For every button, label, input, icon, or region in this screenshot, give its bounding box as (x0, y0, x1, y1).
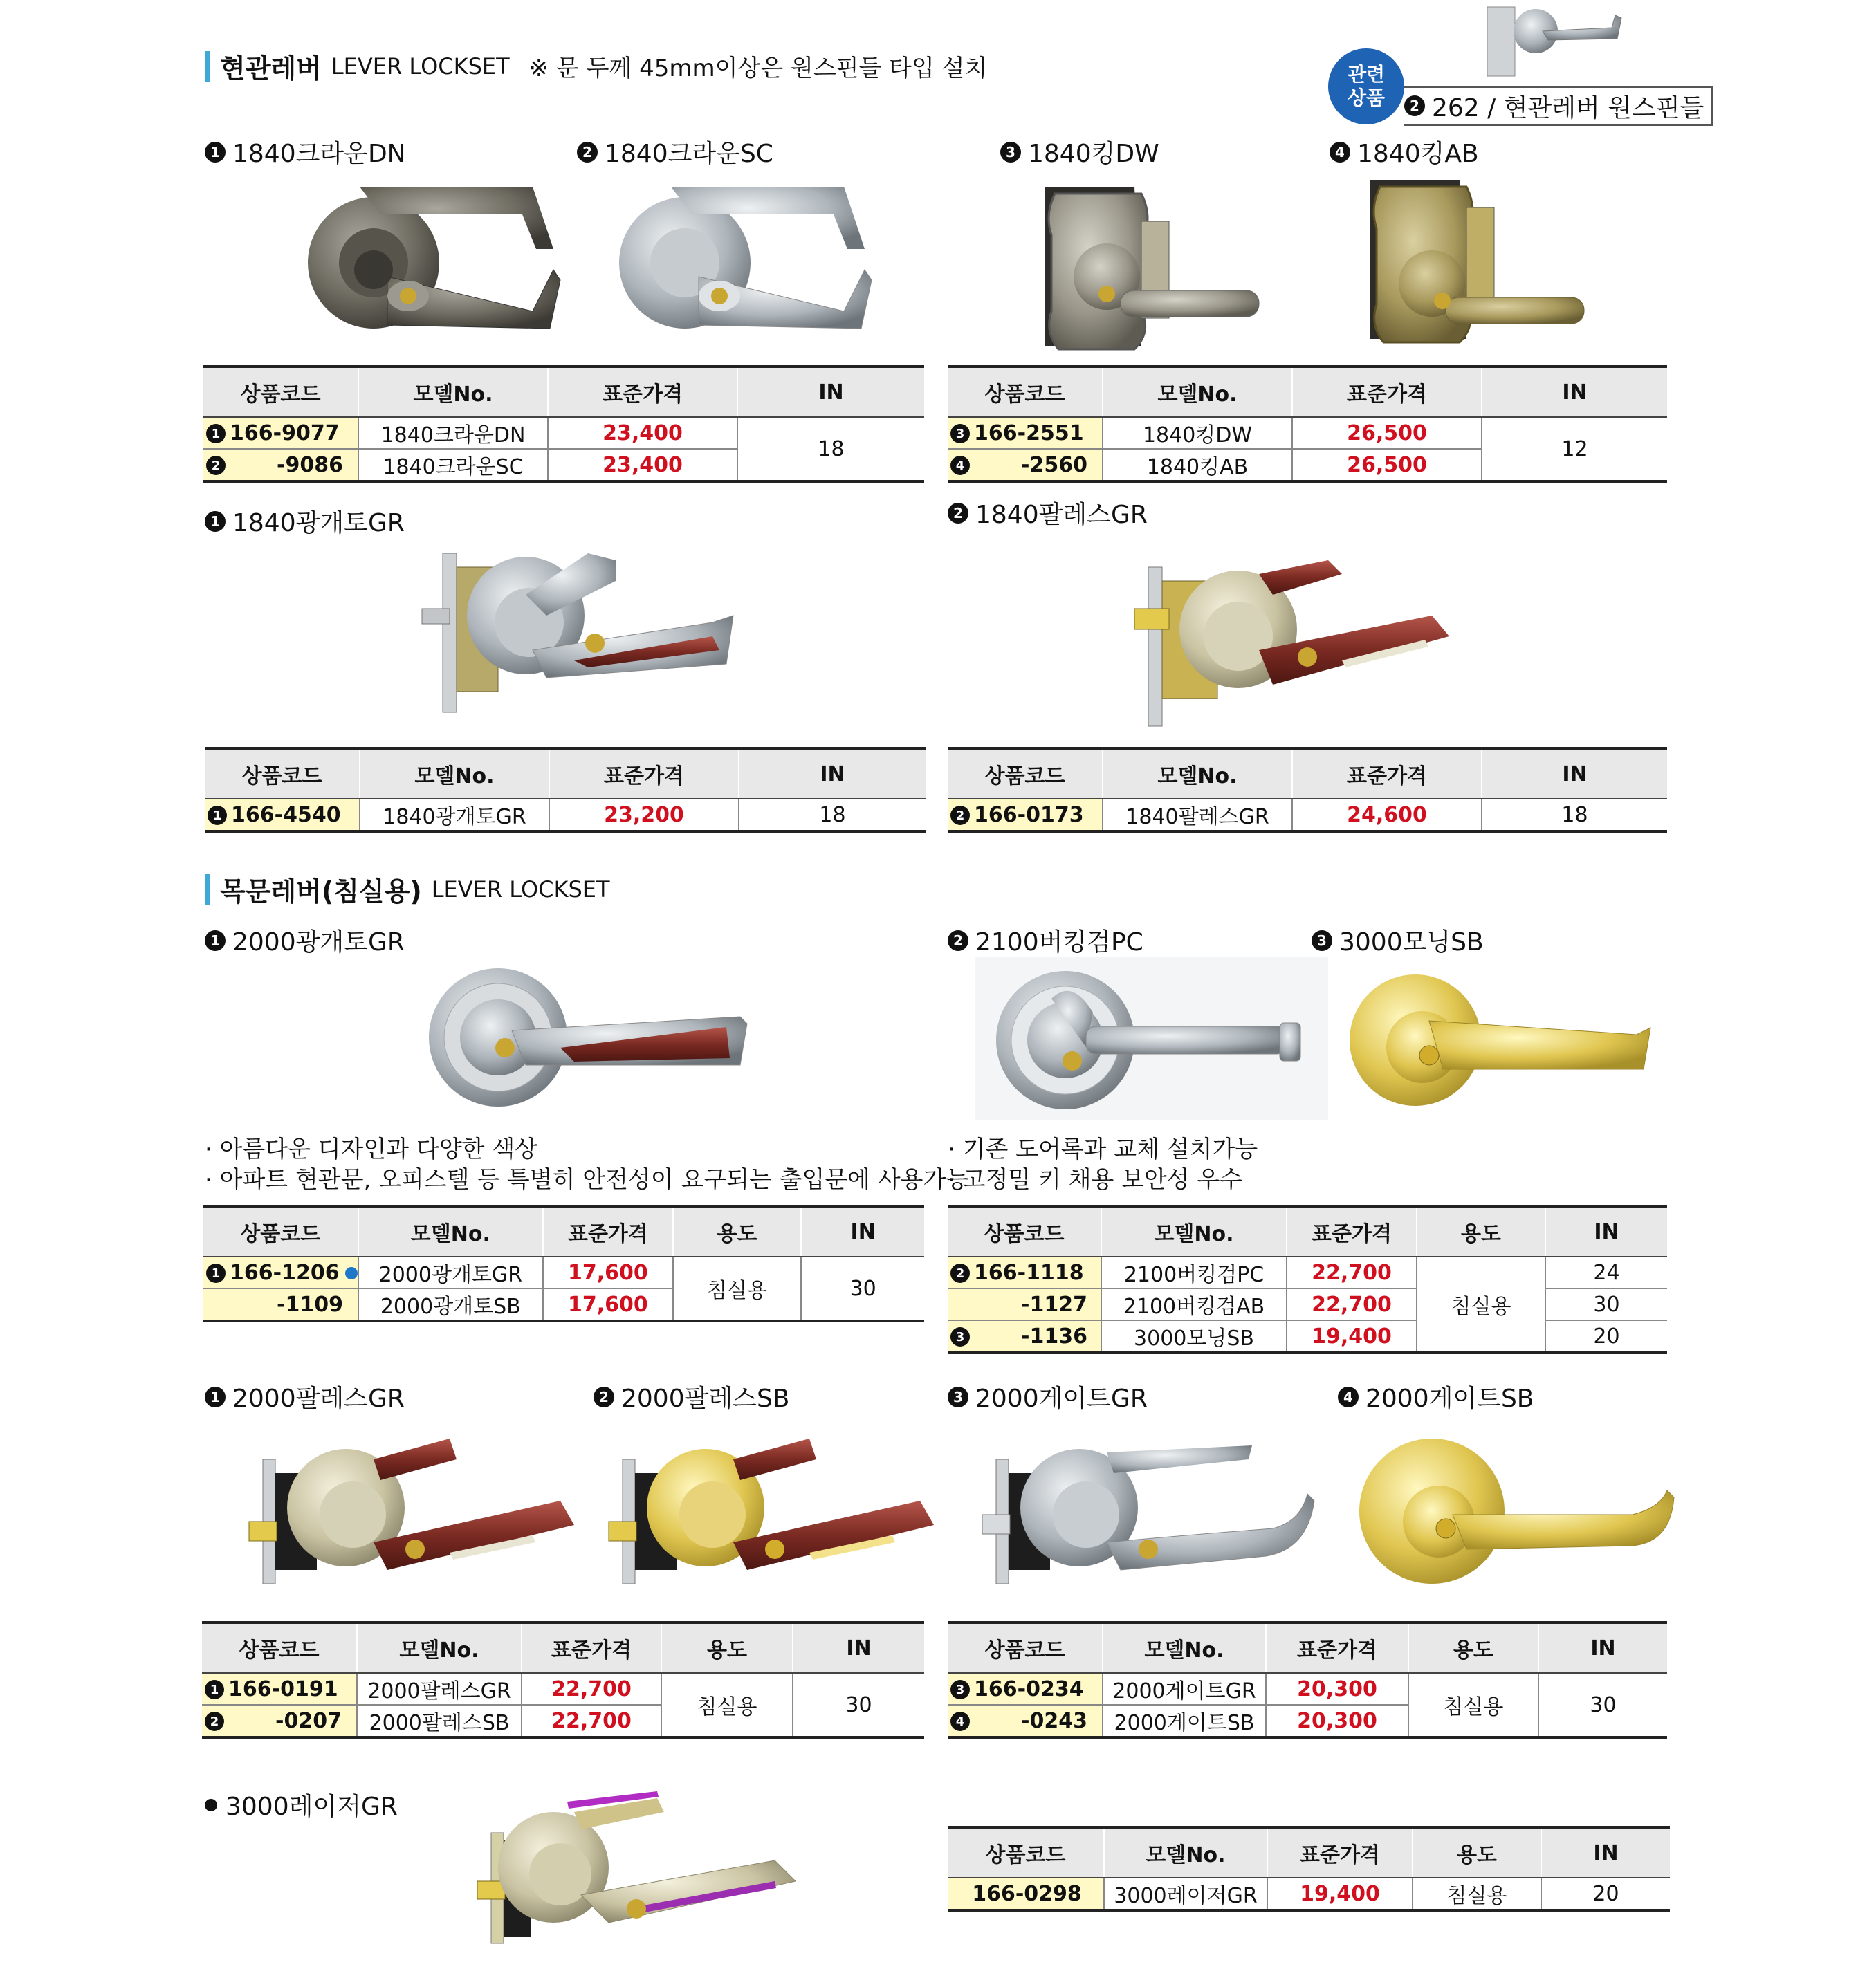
price-table: 상품코드 모델No. 표준가격 용도 IN 3 166-0234 2000게이트GR 20,300 침실용 30 4 -0243 2000게이트SB 20,300 (948, 1621, 1667, 1739)
table-row: 4 -2560 1840킹AB 26,500 (948, 449, 1667, 481)
product-label: 1 2000광개토GR (205, 923, 405, 958)
related-link[interactable] (1404, 86, 1713, 126)
product-label: 2 2000팔레스SB (594, 1379, 790, 1414)
product-image (1356, 1425, 1681, 1591)
product-image (975, 1425, 1328, 1591)
table-row: 166-0298 3000레이저GR 19,400 침실용 20 (948, 1878, 1670, 1910)
related-num: 2 (1404, 95, 1425, 116)
product-image (470, 1777, 816, 1964)
product-label: 1 1840광개토GR (205, 503, 405, 539)
bullet-dot-icon (205, 1799, 217, 1811)
related-badge: 관련 상품 (1328, 48, 1404, 124)
table-row: 3 -1136 3000모닝SB 19,400 20 (948, 1320, 1667, 1353)
product-label: 2 1840팔레스GR (948, 495, 1148, 530)
price-table: 상품코드 모델No. 표준가격 IN 3 166-2551 1840킹DW 26,500 12 4 -2560 1840킹AB 26,500 (948, 365, 1667, 483)
product-image (422, 961, 754, 1113)
table-row: 1 166-4540 1840광개토GR 23,200 18 (205, 799, 926, 831)
product-image (304, 173, 567, 339)
product-label: 3 3000모닝SB (1312, 923, 1484, 958)
price-table: 상품코드 모델No. 표준가격 IN 2 166-0173 1840팔레스GR 24,600 18 (948, 747, 1667, 833)
table-row: 4 -0243 2000게이트SB 20,300 (948, 1705, 1667, 1737)
section-title-sub: LEVER LOCKSET (431, 876, 610, 903)
price-table: 상품코드 모델No. 표준가격 용도 IN 1 166-0191 2000팔레스GR 22,700 침실용 30 2 -0207 2000팔레스SB 22,700 (202, 1621, 924, 1739)
table-row: 1 166-0191 2000팔레스GR 22,700 침실용 30 (202, 1673, 924, 1705)
product-image (1346, 965, 1664, 1115)
accent-bar (205, 874, 210, 905)
table-row: 2 166-1118 2100버킹검PC 22,700 침실용 24 (948, 1257, 1667, 1288)
table-row: 2 -0207 2000팔레스SB 22,700 (202, 1705, 924, 1737)
product-image (1121, 539, 1466, 733)
table-row: 3 166-0234 2000게이트GR 20,300 침실용 30 (948, 1673, 1667, 1705)
table-row: 1 166-9077 1840크라운DN 23,400 18 (203, 417, 924, 449)
related-text: 262 / 현관레버 원스핀들 (1432, 93, 1704, 122)
feature-list: · 아름다운 디자인과 다양한 색상 · 아파트 현관문, 오피스텔 등 특별히 안전성이 요구되는 출입문에 사용가능 (205, 1136, 969, 1194)
accent-bar (205, 51, 210, 82)
price-table: 상품코드 모델No. 표준가격 용도 IN 1 166-1206 2000광개토GR 17,600 침실용 30 -1109 2000광개토SB 17,600 (203, 1205, 924, 1322)
product-label: 1 1840크라운DN (205, 134, 406, 169)
price-table: 상품코드 모델No. 표준가격 용도 IN 166-0298 3000레이저GR 19,400 침실용 20 (948, 1826, 1670, 1912)
table-row: 3 166-2551 1840킹DW 26,500 12 (948, 417, 1667, 449)
section-title-wood-door-lever (205, 870, 629, 908)
product-label: 1 2000팔레스GR (205, 1379, 405, 1414)
table-row: -1109 2000광개토SB 17,600 (203, 1288, 924, 1321)
related-product-image (1473, 0, 1633, 83)
price-table: 상품코드 모델No. 표준가격 IN 1 166-9077 1840크라운DN 23,400 18 2 -9086 1840크라운SC 23,400 (203, 365, 924, 483)
product-image (1031, 173, 1280, 360)
section-title-sub: LEVER LOCKSET (331, 53, 510, 80)
product-label: 3 1840킹DW (1000, 134, 1159, 169)
product-label: 2 2100버킹검PC (948, 923, 1143, 958)
section-title-main: 목문레버(침실용) (220, 876, 422, 907)
related-product[interactable] (1328, 0, 1704, 124)
product-image (616, 173, 879, 339)
price-table: 상품코드 모델No. 표준가격 용도 IN 2 166-1118 2100버킹검PC 22,700 침실용 24 -1127 2100버킹검AB 22,700 30 3 -1136 3000모닝SB 19,400 20 (948, 1205, 1667, 1354)
product-label: 4 2000게이트SB (1338, 1379, 1534, 1414)
feature-list: · 기존 도어록과 교체 설치가능 · 고정밀 키 채용 보안성 우수 (948, 1136, 1258, 1194)
section-title-main: 현관레버 (220, 53, 322, 84)
product-image (602, 1425, 941, 1591)
product-image (975, 957, 1328, 1120)
table-row: -1127 2100버킹검AB 22,700 30 (948, 1288, 1667, 1320)
product-label: 3000레이저GR (205, 1787, 398, 1822)
section-title-entrance-lever (205, 47, 987, 85)
product-image (408, 539, 740, 719)
product-image (1356, 166, 1605, 353)
table-row: 1 166-1206 2000광개토GR 17,600 침실용 30 (203, 1257, 924, 1288)
price-table: 상품코드 모델No. 표준가격 IN 1 166-4540 1840광개토GR 23,200 18 (205, 747, 926, 833)
table-row: 2 166-0173 1840팔레스GR 24,600 18 (948, 799, 1667, 831)
section-note: ※ 문 두께 45mm이상은 원스핀들 타입 설치 (528, 55, 988, 82)
product-label: 2 1840크라운SC (577, 134, 773, 169)
product-label: 4 1840킹AB (1330, 134, 1479, 169)
product-label: 3 2000게이트GR (948, 1379, 1148, 1414)
product-image (242, 1425, 581, 1591)
table-row: 2 -9086 1840크라운SC 23,400 (203, 449, 924, 481)
blue-dot-icon (345, 1267, 358, 1279)
